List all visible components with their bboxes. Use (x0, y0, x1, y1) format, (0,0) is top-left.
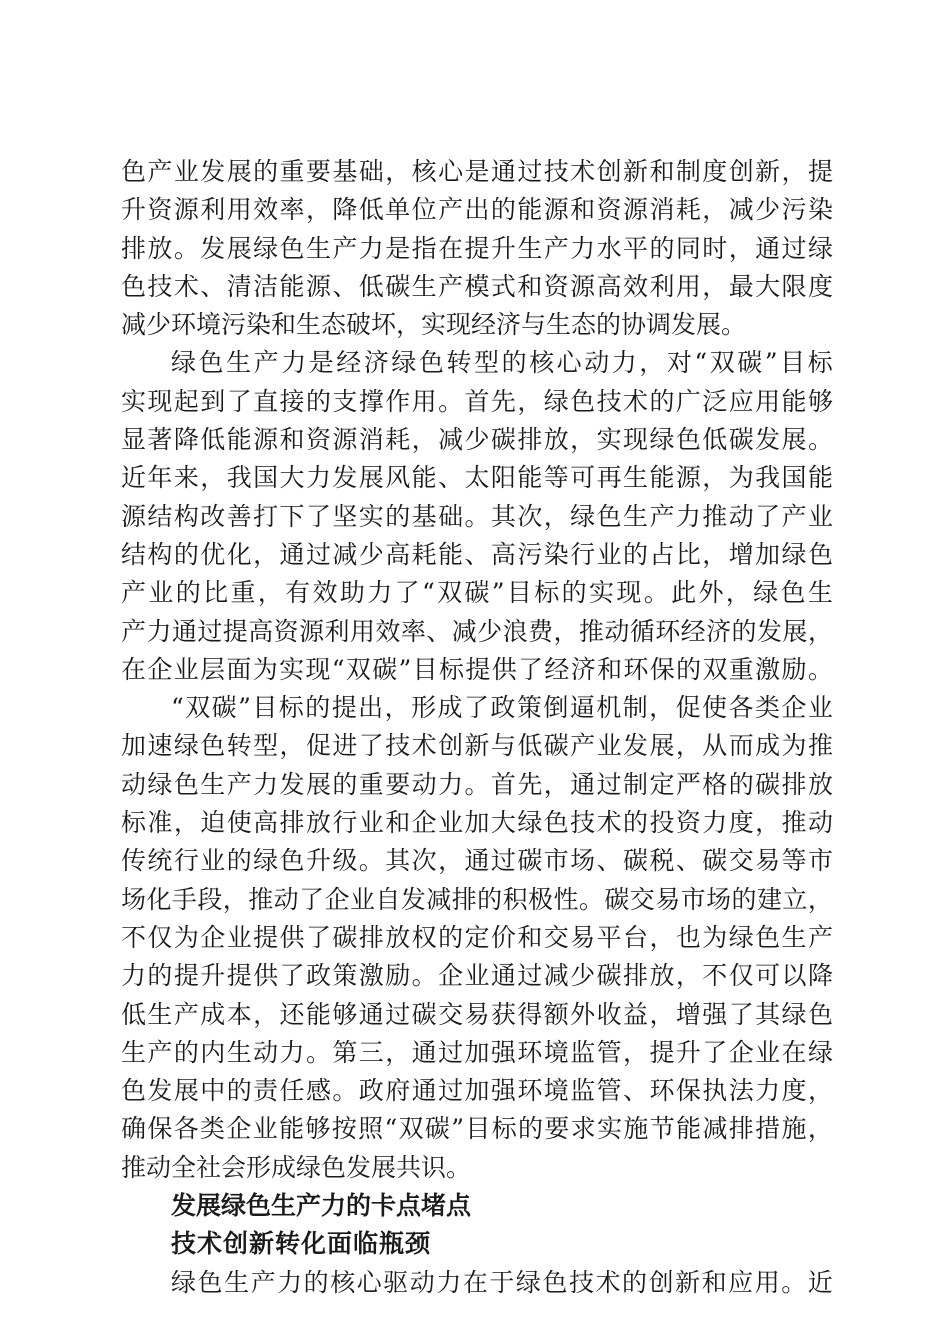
text-line: 在 企 业 层 面 为 实 现 “ 双 碳 ” 目 标 提 供 了 经 济 和 环 保 的 双 重 激 励 。 (121, 654, 833, 684)
text-line: 不 仅 为 企 业 提 供 了 碳 排 放 权 的 定 价 和 交 易 平 台 ， 也 为 绿 色 生 产 (121, 922, 833, 952)
text-line: 色 技 术 、 清 洁 能 源 、 低 碳 生 产 模 式 和 资 源 高 效 利 用 ， 最 大 限 度 (121, 271, 833, 301)
text-line: 色 产 业 发 展 的 重 要 基 础 ， 核 心 是 通 过 技 术 创 新 和 制 度 创 新 ， 提 (121, 157, 833, 186)
text-line: 低 生 产 成 本 ， 还 能 够 通 过 碳 交 易 获 得 额 外 收 益 ， 增 强 了 其 绿 色 (121, 999, 833, 1029)
subsection-heading: 技术创新转化面临瓶颈 (171, 1229, 432, 1259)
document-page (121, 153, 833, 1302)
text-line: 显 著 降 低 能 源 和 资 源 消 耗 ， 减 少 碳 排 放 ， 实 现 绿 色 低 碳 发 展 。 (121, 425, 833, 455)
text-line: 绿 色 生 产 力 的 核 心 驱 动 力 在 于 绿 色 技 术 的 创 新 和 应 用 。 近 (171, 1267, 833, 1297)
section-heading: 发展绿色生产力的卡点堵点 (171, 1191, 472, 1221)
text-line: 结 构 的 优 化 ， 通 过 减 少 高 耗 能 、 高 污 染 行 业 的 占 比 ， 增 加 绿 色 (121, 539, 833, 569)
text-line: “ 双 碳 ” 目 标 的 提 出 ， 形 成 了 政 策 倒 逼 机 制 ， 促 使 各 类 企 业 (171, 693, 833, 723)
text-line: 标 准 ， 迫 使 高 排 放 行 业 和 企 业 加 大 绿 色 技 术 的 投 资 力 度 ， 推 动 (121, 808, 833, 838)
text-line: 减少环境污染和生态破坏，实现经济与生态的协调发展。 (121, 310, 747, 340)
text-line: 生 产 的 内 生 动 力 。 第 三 ， 通 过 加 强 环 境 监 管 ， 提 升 了 企 业 在 绿 (121, 1037, 833, 1067)
text-line: 近 年 来 ， 我 国 大 力 发 展 风 能 、 太 阳 能 等 可 再 生 能 源 ， 为 我 国 能 (121, 463, 833, 493)
text-line: 实 现 起 到 了 直 接 的 支 撑 作 用 。 首 先 ， 绿 色 技 术 的 广 泛 应 用 能 够 (121, 386, 833, 416)
text-line: 传 统 行 业 的 绿 色 升 级 。 其 次 ， 通 过 碳 市 场 、 碳 税 、 碳 交 易 等 市 (121, 846, 833, 876)
text-line: 产 力 通 过 提 高 资 源 利 用 效 率 、 减 少 浪 费 ， 推 动 循 环 经 济 的 发 展 ， (121, 616, 833, 646)
text-line: 动 绿 色 生 产 力 发 展 的 重 要 动 力 。 首 先 ， 通 过 制 定 严 格 的 碳 排 放 (121, 769, 833, 799)
text-line: 排 放 。 发 展 绿 色 生 产 力 是 指 在 提 升 生 产 力 水 平 的 同 时 ， 通 过 绿 (121, 233, 833, 263)
text-line: 升 资 源 利 用 效 率 ， 降 低 单 位 产 出 的 能 源 和 资 源 消 耗 ， 减 少 污 染 (121, 195, 833, 225)
text-line: 确 保 各 类 企 业 能 够 按 照 “ 双 碳 ” 目 标 的 要 求 实 施 节 能 减 排 措 施 ， (121, 1114, 833, 1144)
text-line: 产 业 的 比 重 ， 有 效 助 力 了 “ 双 碳 ” 目 标 的 实 现 。 此 外 ， 绿 色 生 (121, 578, 833, 608)
text-line: 绿 色 生 产 力 是 经 济 绿 色 转 型 的 核 心 动 力 ， 对 “ 双 碳 ” 目 标 (171, 348, 833, 378)
text-line: 推动全社会形成绿色发展共识。 (121, 1152, 472, 1182)
text-line: 色 发 展 中 的 责 任 感 。 政 府 通 过 加 强 环 境 监 管 、 环 保 执 法 力 度 ， (121, 1076, 833, 1106)
text-line: 力 的 提 升 提 供 了 政 策 激 励 。 企 业 通 过 减 少 碳 排 放 ， 不 仅 可 以 降 (121, 961, 833, 991)
text-line: 加 速 绿 色 转 型 ， 促 进 了 技 术 创 新 与 低 碳 产 业 发 展 ， 从 而 成 为 推 (121, 731, 833, 761)
text-line: 场 化 手 段 ， 推 动 了 企 业 自 发 减 排 的 积 极 性 。 碳 交 易 市 场 的 建 立 ， (121, 884, 833, 914)
text-line: 源 结 构 改 善 打 下 了 坚 实 的 基 础 。 其 次 ， 绿 色 生 产 力 推 动 了 产 业 (121, 501, 833, 531)
